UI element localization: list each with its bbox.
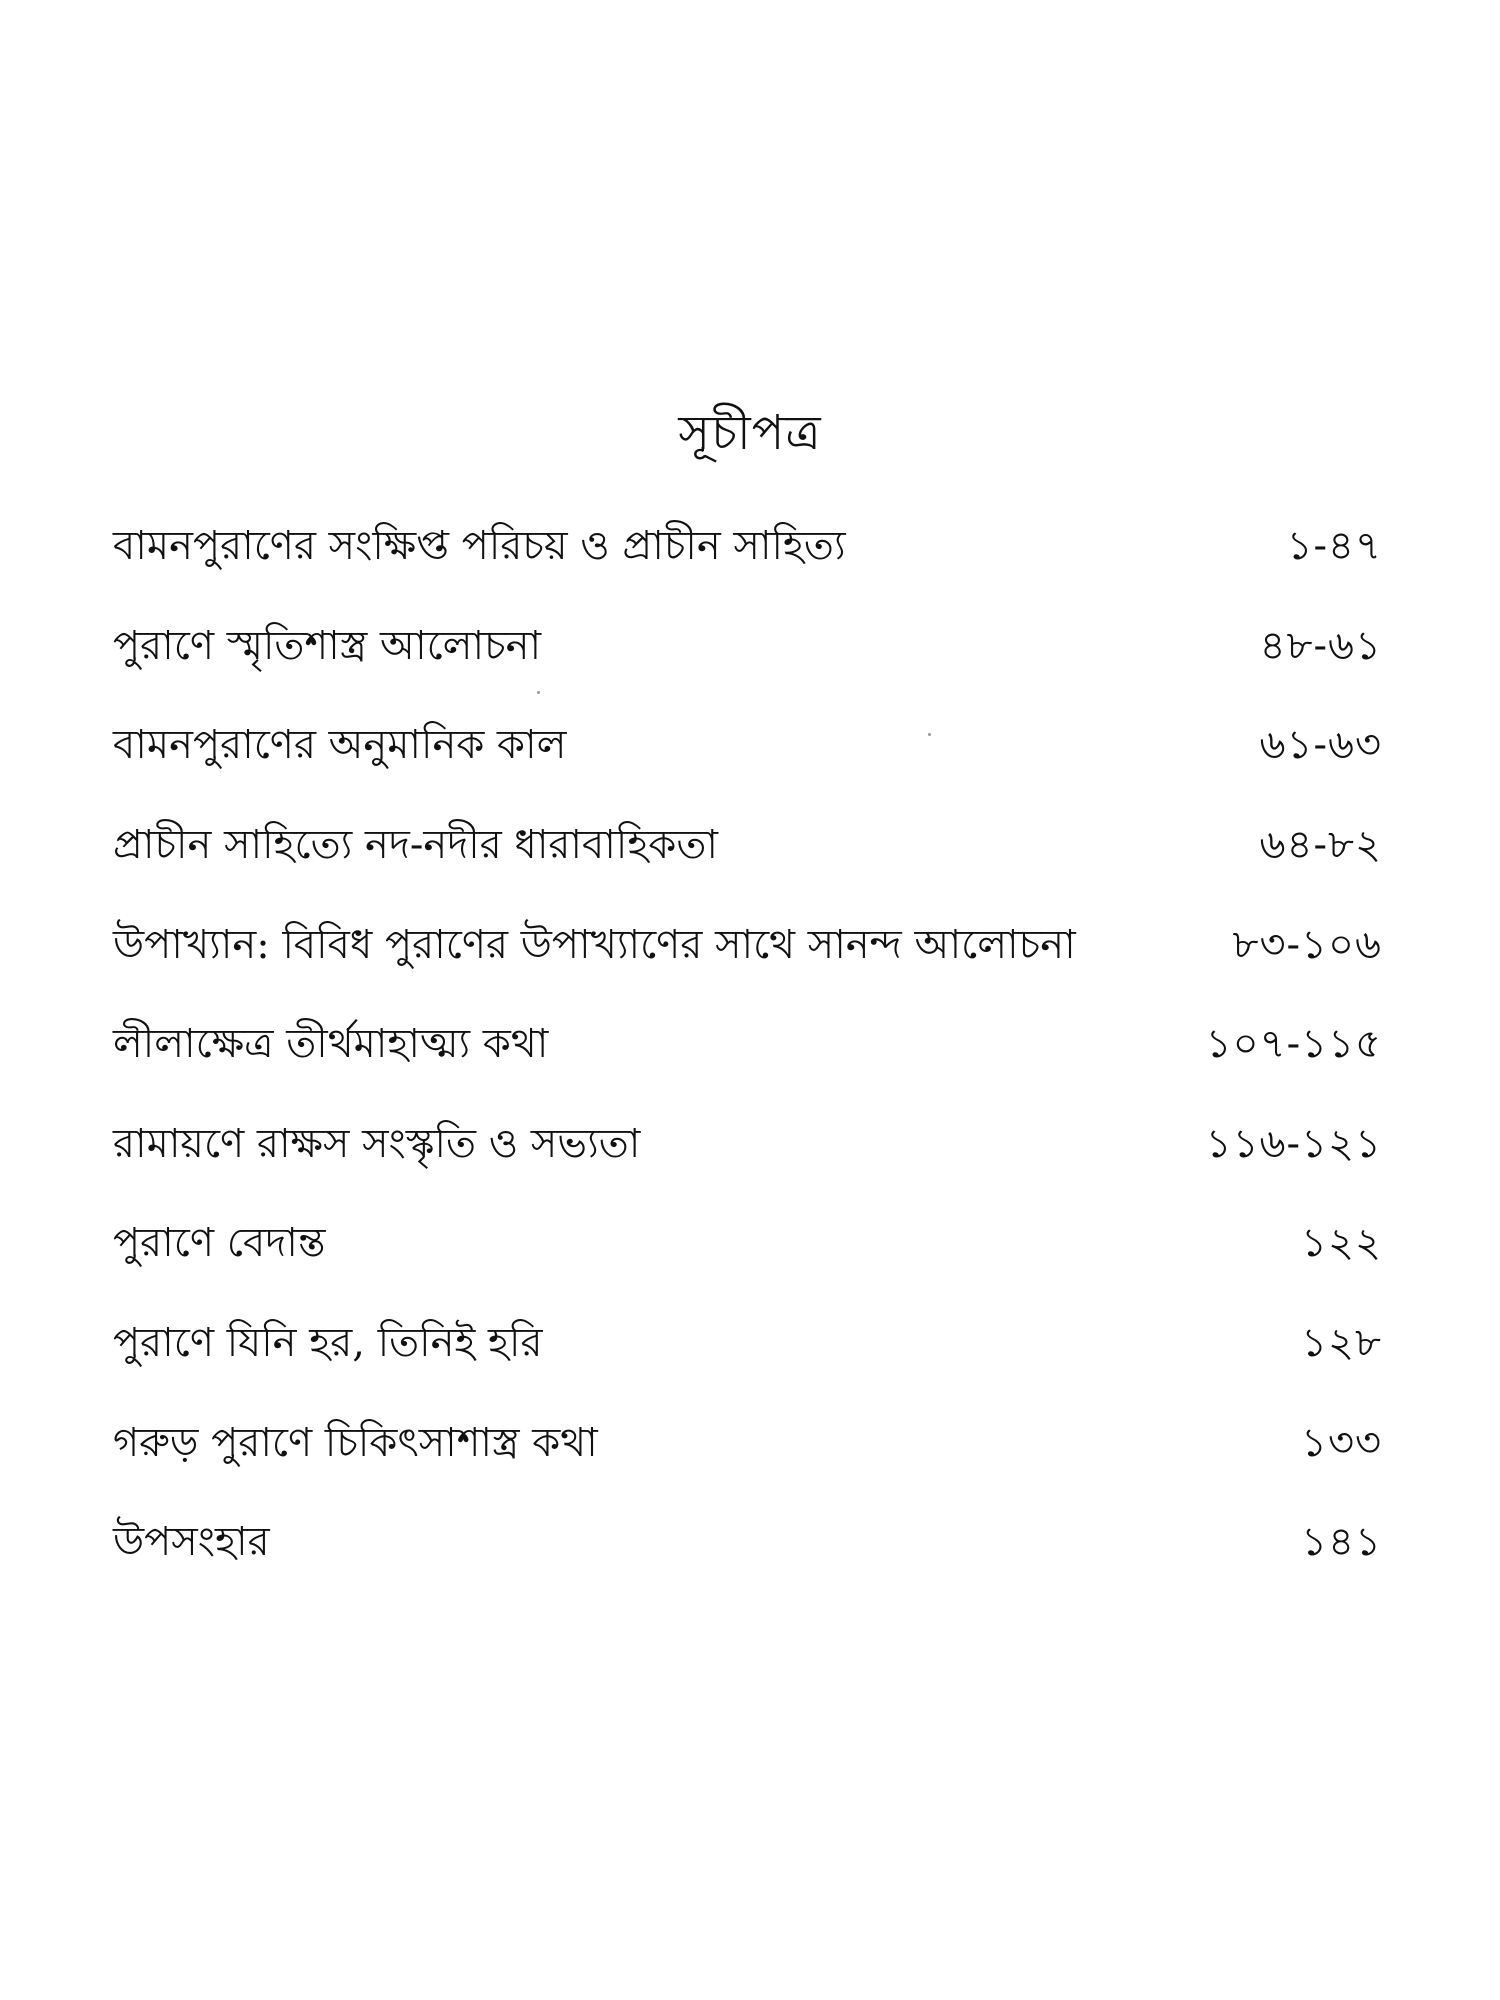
toc-entry-pages: ৪৮-৬১: [1259, 622, 1382, 669]
toc-entry-pages: ৮৩-১০৬: [1232, 921, 1382, 968]
toc-entry-title: বামনপুরাণের সংক্ষিপ্ত পরিচয় ও প্রাচীন সাহিত্য: [113, 523, 846, 570]
print-speck: [537, 691, 540, 694]
toc-entry-title: বামনপুরাণের অনুমানিক কাল: [113, 722, 567, 769]
toc-entry-pages: ১৪১: [1301, 1519, 1382, 1566]
toc-entry-title: লীলাক্ষেত্র তীর্থমাহাত্ম্য কথা: [113, 1021, 549, 1068]
toc-entry-pages: ৬১-৬৩: [1259, 722, 1382, 769]
toc-entry: [113, 1096, 1382, 1196]
toc-entry-pages: ১২৮: [1301, 1320, 1382, 1367]
toc-entry-title: পুরাণে যিনি হর, তিনিই হরি: [113, 1320, 543, 1367]
toc-entry-title: উপসংহার: [113, 1519, 270, 1566]
toc-entry: [113, 797, 1382, 897]
toc-entry: [113, 996, 1382, 1096]
toc-entry-pages: ১৩৩: [1301, 1419, 1382, 1466]
toc-entry: [113, 598, 1382, 698]
toc-entry: [113, 1494, 1382, 1594]
toc-entry: [113, 896, 1382, 996]
toc-entry-pages: ৬৪-৮২: [1259, 822, 1382, 869]
table-of-contents: [113, 498, 1382, 1594]
toc-entry: [113, 1394, 1382, 1494]
toc-entry-pages: ১১৬-১২১: [1205, 1120, 1382, 1167]
toc-entry-pages: ১২২: [1301, 1220, 1382, 1267]
toc-entry-title: উপাখ্যান: বিবিধ পুরাণের উপাখ্যাণের সাথে সানন্দ আলোচনা: [113, 921, 1076, 968]
toc-entry-title: রামায়ণে রাক্ষস সংস্কৃতি ও সভ্যতা: [113, 1120, 641, 1167]
toc-entry: [113, 498, 1382, 598]
toc-entry: [113, 1295, 1382, 1395]
toc-entry-title: পুরাণে স্মৃতিশাস্ত্র আলোচনা: [113, 622, 542, 669]
toc-entry-title: গরুড় পুরাণে চিকিৎসাশাস্ত্র কথা: [113, 1419, 598, 1466]
toc-entry: [113, 697, 1382, 797]
toc-entry: [113, 1195, 1382, 1295]
toc-entry-title: প্রাচীন সাহিত্যে নদ-নদীর ধারাবাহিকতা: [113, 822, 718, 869]
print-speck: [928, 733, 931, 736]
toc-entry-title: পুরাণে বেদান্ত: [113, 1220, 326, 1267]
page-title: সূচীপত্র: [678, 405, 822, 461]
toc-entry-pages: ১০৭-১১৫: [1205, 1021, 1382, 1068]
toc-entry-pages: ১-৪৭: [1286, 523, 1382, 570]
